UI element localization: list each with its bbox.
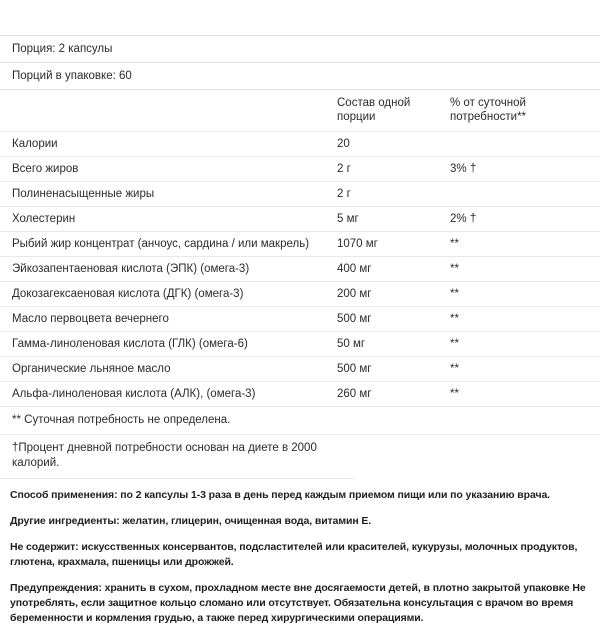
nutrient-amount: 500 мг [337,357,450,382]
nutrient-amount: 20 [337,132,450,157]
table-header [0,90,600,132]
table-row [0,357,600,382]
supplement-facts-page [0,35,600,635]
nutrient-name: Масло первоцвета вечернего [0,307,337,332]
table-row [0,257,600,282]
nutrient-name: Калории [0,132,337,157]
nutrient-name: Гамма-линоленовая кислота (ГЛК) (омега-6) [0,332,337,357]
column-header-daily-value [450,90,600,132]
table-row [0,382,600,407]
table-row [0,132,600,157]
table-row [0,207,600,232]
nutrient-amount: 5 мг [337,207,450,232]
free-from-note: Не содержит: искусственных консервантов, подсластителей или красителей, кукурузы, молочных продуктов, глютена, крахмала, пшеницы или дрожжей. [10,541,578,568]
nutrient-daily-value: 2% † [450,207,600,232]
table-row [0,232,600,257]
warnings-note: Предупреждения: хранить в сухом, прохладном месте вне досягаемости детей, в плотно закрытой упаковке Не употреблять, если защитное кольцо сломано или отсутствует. Обязательна консультация с врачом во время беременности и кормления грудью, а также перед хирургическими операциями. [10,582,586,624]
nutrient-amount: 400 мг [337,257,450,282]
nutrient-daily-value: ** [450,332,600,357]
product-notes-section [0,479,600,626]
nutrient-name: Докозагексаеновая кислота (ДГК) (омега-3) [0,282,337,307]
footnote-asterisk: ** Суточная потребность не определена. [0,407,600,435]
footnote-dagger: †Процент дневной потребности основан на диете в 2000 калорий. [0,435,354,479]
column-header-daily-value-label: % от суточной потребности** [450,97,527,123]
nutrient-daily-value: ** [450,382,600,407]
table-body [0,132,600,407]
nutrient-daily-value: ** [450,307,600,332]
nutrient-name: Холестерин [0,207,337,232]
nutrient-daily-value: ** [450,357,600,382]
serving-info-block [0,35,600,90]
table-row [0,157,600,182]
nutrient-amount: 1070 мг [337,232,450,257]
nutrient-amount: 500 мг [337,307,450,332]
nutrient-amount: 200 мг [337,282,450,307]
nutrient-daily-value: ** [450,282,600,307]
nutrient-name: Полиненасыщенные жиры [0,182,337,207]
column-header-amount-label: Состав одной порции [337,97,411,123]
nutrient-name: Рыбий жир концентрат (анчоус, сардина / или макрель) [0,232,337,257]
nutrient-daily-value [450,182,600,207]
nutrient-name: Всего жиров [0,157,337,182]
supplement-facts-table [0,90,600,407]
table-row [0,307,600,332]
table-header-row [0,90,600,132]
other-ingredients-note: Другие ингредиенты: желатин, глицерин, очищенная вода, витамин Е. [10,515,372,527]
column-header-amount-per-serving [337,90,450,132]
nutrient-amount: 2 г [337,157,450,182]
table-row [0,332,600,357]
nutrient-amount: 2 г [337,182,450,207]
nutrient-daily-value: ** [450,232,600,257]
nutrient-daily-value [450,132,600,157]
table-row [0,282,600,307]
nutrient-daily-value: 3% † [450,157,600,182]
nutrient-name: Альфа-линоленовая кислота (АЛК), (омега-3) [0,382,337,407]
nutrient-name: Органические льняное масло [0,357,337,382]
table-row [0,182,600,207]
servings-per-container-row: Порций в упаковке: 60 [0,63,600,90]
nutrient-daily-value: ** [450,257,600,282]
serving-size-row: Порция: 2 капсулы [0,36,600,63]
directions-note: Способ применения: по 2 капсулы 1-3 раза в день перед каждым приемом пищи или по указанию врача. [10,489,550,501]
nutrient-amount: 50 мг [337,332,450,357]
column-header-nutrient [0,90,337,132]
nutrient-amount: 260 мг [337,382,450,407]
nutrient-name: Эйкозапентаеновая кислота (ЭПК) (омега-3) [0,257,337,282]
